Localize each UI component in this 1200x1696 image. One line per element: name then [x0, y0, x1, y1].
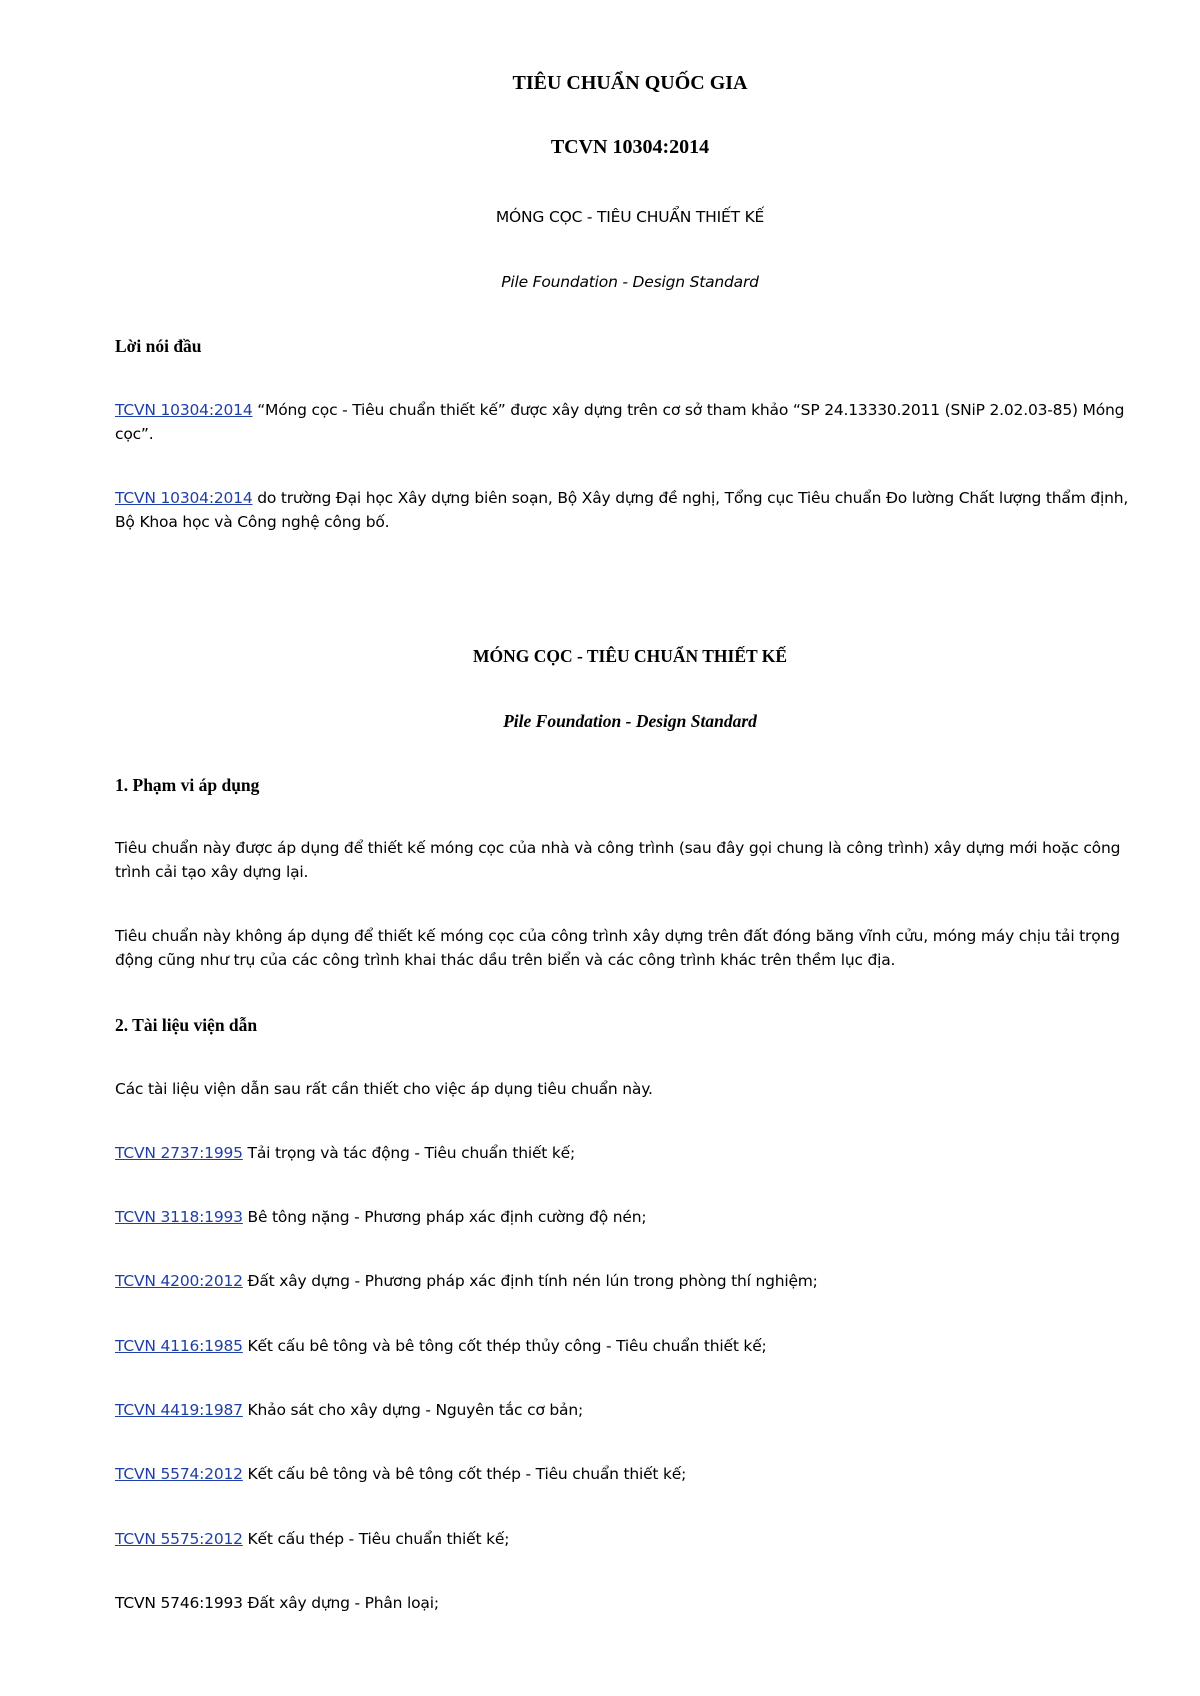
reference-title: Kết cấu thép - Tiêu chuẩn thiết kế;	[242, 1530, 510, 1548]
document-title-english: Pile Foundation - Design Standard	[501, 273, 759, 291]
reference-link[interactable]: TCVN 4200:2012	[115, 1272, 243, 1290]
reference-link[interactable]: TCVN 3118:1993	[115, 1208, 243, 1226]
reference-link[interactable]: TCVN 4419:1987	[115, 1401, 243, 1419]
foreword-heading: Lời nói đầu	[115, 336, 202, 356]
paragraph-text: “Móng cọc - Tiêu chuẩn thiết kế” được xây dựng trên cơ sở tham khảo “SP 24.13330.2011 (SNiP 2.02.03-85) Móng cọc”.	[115, 401, 1125, 443]
reference-link[interactable]: TCVN 5575:2012	[115, 1530, 243, 1548]
reference-link[interactable]: TCVN 4116:1985	[115, 1337, 243, 1355]
standard-link[interactable]: TCVN 10304:2014	[115, 401, 253, 419]
reference-item	[115, 1527, 1147, 1551]
reference-item	[115, 1334, 1147, 1358]
reference-item	[115, 1398, 1147, 1422]
reference-title: Đất xây dựng - Phương pháp xác định tính nén lún trong phòng thí nghiệm;	[242, 1272, 818, 1290]
reference-item	[115, 1462, 1147, 1486]
national-standard-label: TIÊU CHUẨN QUỐC GIA	[512, 72, 748, 94]
reference-title: Kết cấu bê tông và bê tông cốt thép thủy công - Tiêu chuẩn thiết kế;	[242, 1337, 767, 1355]
reference-title: Đất xây dựng - Phân loại;	[242, 1594, 439, 1612]
reference-code: TCVN 5746:1993	[115, 1594, 243, 1612]
document-title: MÓNG CỌC - TIÊU CHUẨN THIẾT KẾ	[495, 208, 765, 226]
reference-item	[115, 1591, 1147, 1615]
reference-link[interactable]: TCVN 2737:1995	[115, 1144, 243, 1162]
reference-title: Kết cấu bê tông và bê tông cốt thép - Tiêu chuẩn thiết kế;	[242, 1465, 687, 1483]
foreword-paragraph-1	[115, 398, 1147, 446]
paragraph-text: do trường Đại học Xây dựng biên soạn, Bộ Xây dựng đề nghị, Tổng cục Tiêu chuẩn Đo lường Chất lượng thẩm định, Bộ Khoa học và Công nghệ công bố.	[115, 489, 1129, 531]
section-2-intro: Các tài liệu viện dẫn sau rất cần thiết cho việc áp dụng tiêu chuẩn này.	[115, 1080, 653, 1098]
foreword-paragraph-2	[115, 486, 1147, 534]
section-1-paragraph-1: Tiêu chuẩn này được áp dụng để thiết kế móng cọc của nhà và công trình (sau đây gọi chung là công trình) xây dựng mới hoặc công trình cải tạo xây dựng lại.	[115, 839, 1121, 881]
reference-title: Bê tông nặng - Phương pháp xác định cường độ nén;	[242, 1208, 647, 1226]
reference-link[interactable]: TCVN 5574:2012	[115, 1465, 243, 1483]
standard-link[interactable]: TCVN 10304:2014	[115, 489, 253, 507]
reference-title: Tải trọng và tác động - Tiêu chuẩn thiết kế;	[242, 1144, 576, 1162]
section-2-heading: 2. Tài liệu viện dẫn	[115, 1015, 258, 1035]
standard-code: TCVN 10304:2014	[550, 136, 710, 158]
reference-item	[115, 1141, 1147, 1165]
body-title-english: Pile Foundation - Design Standard	[503, 711, 757, 731]
reference-item	[115, 1269, 1147, 1293]
section-1-paragraph-2: Tiêu chuẩn này không áp dụng để thiết kế móng cọc của công trình xây dựng trên đất đóng băng vĩnh cửu, móng máy chịu tải trọng động cũng như trụ của các công trình khai thác dầu trên biển và các công trình khác trên thềm lục địa.	[115, 927, 1120, 969]
reference-item	[115, 1205, 1147, 1229]
section-1-heading: 1. Phạm vi áp dụng	[115, 775, 260, 795]
body-title: MÓNG CỌC - TIÊU CHUẨN THIẾT KẾ	[472, 646, 788, 666]
reference-title: Khảo sát cho xây dựng - Nguyên tắc cơ bản;	[242, 1401, 583, 1419]
